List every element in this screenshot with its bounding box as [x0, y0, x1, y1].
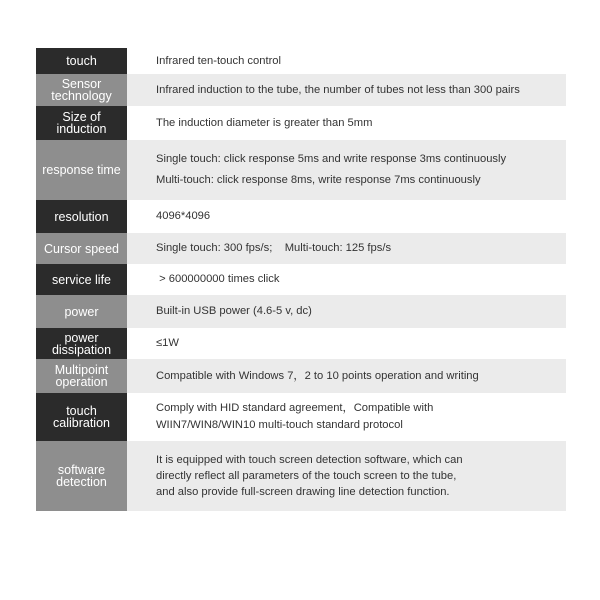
spec-row-power-dissipation	[36, 328, 566, 359]
spec-label: Multipoint operation	[36, 359, 127, 393]
spec-label: touch	[36, 48, 127, 74]
spec-value-line: Single touch: 300 fps/s; Multi-touch: 125 fps/s	[156, 242, 392, 254]
spec-label: power dissipation	[36, 328, 127, 359]
spec-value	[127, 74, 566, 106]
spec-value	[127, 200, 566, 233]
spec-label: service life	[36, 264, 127, 295]
spec-value-line: 4096*4096	[156, 210, 211, 222]
spec-value-line: Built-in USB power (4.6-5 v, dc)	[156, 305, 312, 317]
spec-value-line: ≤1W	[156, 337, 179, 349]
spec-value-line: Multi-touch: click response 8ms, write response 7ms continuously	[156, 174, 481, 186]
spec-label: power	[36, 295, 127, 328]
spec-value-line: WIIN7/WIN8/WIN10 multi-touch standard protocol	[156, 419, 403, 431]
spec-value-line: It is equipped with touch screen detection software, which can	[156, 454, 463, 466]
spec-value-line: The induction diameter is greater than 5mm	[156, 116, 373, 129]
spec-label: Size of induction	[36, 106, 127, 140]
spec-row-service-life	[36, 264, 566, 295]
spec-row-cursor-speed	[36, 233, 566, 264]
spec-value-line: > 600000000 times click	[156, 273, 280, 285]
spec-value	[127, 393, 566, 441]
spec-row-touch	[36, 48, 566, 74]
spec-label: Sensor technology	[36, 74, 127, 106]
spec-label: resolution	[36, 200, 127, 233]
spec-value	[127, 48, 566, 74]
spec-value-line: and also provide full-screen drawing line detection function.	[156, 486, 450, 498]
spec-value-line: Comply with HID standard agreement，Compatible with	[156, 402, 434, 414]
spec-label: Cursor speed	[36, 233, 127, 264]
spec-value	[127, 233, 566, 264]
spec-value-line: Infrared induction to the tube, the number of tubes not less than 300 pairs	[156, 83, 520, 96]
spec-value-line: Single touch: click response 5ms and write response 3ms continuously	[156, 153, 507, 165]
spec-value-line: Infrared ten-touch control	[156, 54, 281, 67]
spec-value-line: directly reflect all parameters of the touch screen to the tube,	[156, 470, 457, 482]
spec-value	[127, 140, 566, 200]
spec-row-sensor-technology	[36, 74, 566, 106]
spec-row-response-time	[36, 140, 566, 200]
spec-table	[36, 48, 566, 511]
spec-value	[127, 328, 566, 359]
spec-row-resolution	[36, 200, 566, 233]
spec-value	[127, 264, 566, 295]
spec-value-line: Compatible with Windows 7，2 to 10 points operation and writing	[156, 369, 479, 382]
spec-row-multipoint-operation	[36, 359, 566, 393]
spec-row-software-detection	[36, 441, 566, 511]
spec-label: touch calibration	[36, 393, 127, 441]
spec-row-size-of-induction	[36, 106, 566, 140]
spec-value	[127, 106, 566, 140]
spec-row-power	[36, 295, 566, 328]
spec-row-touch-calibration	[36, 393, 566, 441]
spec-value	[127, 295, 566, 328]
spec-label: software detection	[36, 441, 127, 511]
spec-value	[127, 441, 566, 511]
spec-label: response time	[36, 140, 127, 200]
spec-value	[127, 359, 566, 393]
